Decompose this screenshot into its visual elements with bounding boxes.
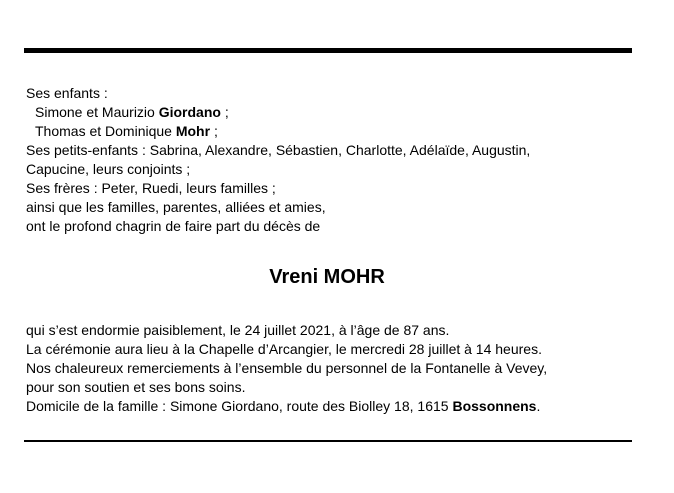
grandchildren-line: Ses petits-enfants : Sabrina, Alexandre, Sébastien, Charlotte, Adélaïde, Augustin, bbox=[26, 142, 531, 158]
family-address-line bbox=[26, 397, 636, 416]
ceremony-line: La cérémonie aura lieu à la Chapelle d’Arcangier, le mercredi 28 juillet à 14 heures. bbox=[26, 341, 542, 357]
child-surname: Mohr bbox=[175, 123, 211, 139]
child-line-giordano bbox=[26, 103, 636, 122]
child-line-mohr bbox=[26, 122, 636, 141]
address-town: Bossonnens bbox=[452, 398, 537, 414]
siblings-line: Ses frères : Peter, Ruedi, leurs familles ; bbox=[26, 180, 276, 196]
child-names: Simone et Maurizio bbox=[35, 104, 159, 120]
top-divider bbox=[24, 48, 632, 53]
extended-family-line: ainsi que les familles, parentes, alliées et amies, bbox=[26, 199, 326, 215]
passing-line: qui s’est endormie paisiblement, le 24 juillet 2021, à l’âge de 87 ans. bbox=[26, 322, 450, 338]
thanks-line-continued: pour son soutien et ses bons soins. bbox=[26, 379, 246, 395]
child-names: Thomas et Dominique bbox=[35, 123, 176, 139]
family-announcement bbox=[26, 84, 636, 236]
thanks-line: Nos chaleureux remerciements à l’ensemble du personnel de la Fontanelle à Vevey, bbox=[26, 360, 548, 376]
line-punctuation: ; bbox=[210, 123, 218, 139]
line-punctuation: . bbox=[536, 398, 541, 414]
ceremony-details bbox=[26, 321, 636, 416]
child-surname: Giordano bbox=[158, 104, 221, 120]
announcement-line: ont le profond chagrin de faire part du décès de bbox=[26, 218, 321, 234]
address-text: Domicile de la famille : Simone Giordano, route des Biolley 18, 1615 bbox=[26, 398, 453, 414]
grandchildren-line-continued: Capucine, leurs conjoints ; bbox=[26, 161, 191, 177]
children-heading: Ses enfants : bbox=[26, 85, 108, 101]
line-punctuation: ; bbox=[220, 104, 229, 120]
deceased-name: Vreni MOHR bbox=[269, 266, 385, 288]
bottom-divider bbox=[24, 440, 632, 442]
